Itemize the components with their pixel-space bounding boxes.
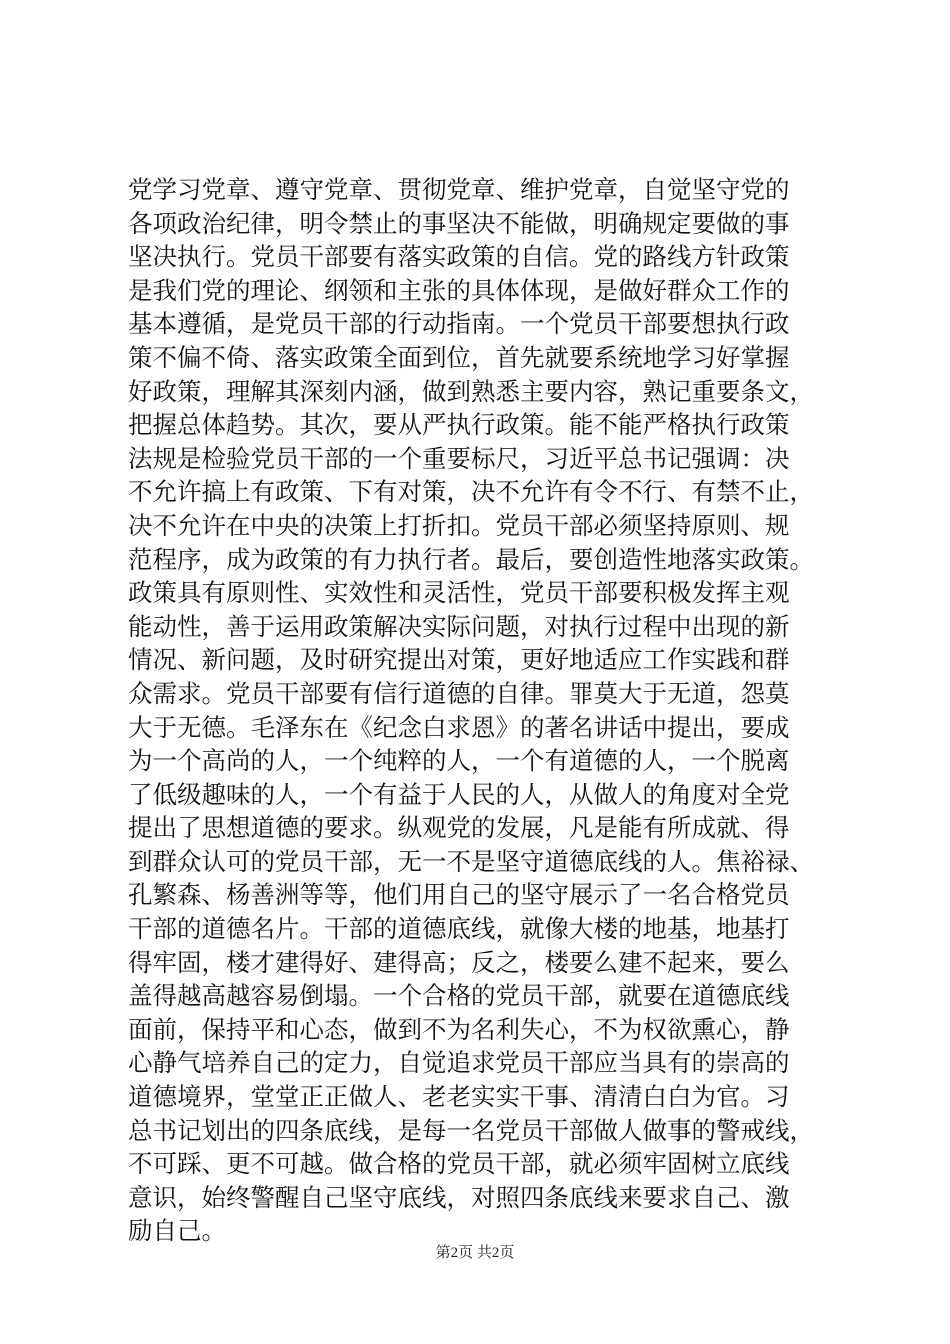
text-line: 励自己。	[128, 1216, 226, 1246]
text-line: 盖得越高越容易倒塌。一个合格的党员干部，就要在道德底线	[128, 981, 790, 1011]
text-line: 为一个高尚的人，一个纯粹的人，一个有道德的人，一个脱离	[128, 746, 790, 776]
text-line: 了低级趣味的人，一个有益于人民的人，从做人的角度对全党	[128, 779, 790, 809]
text-line: 干部的道德名片。干部的道德底线，就像大楼的地基，地基打	[128, 914, 790, 944]
text-line: 基本遵循，是党员干部的行动指南。一个党员干部要想执行政	[128, 309, 790, 339]
text-line: 众需求。党员干部要有信行道德的自律。罪莫大于无道，怨莫	[128, 678, 790, 708]
text-line: 情况、新问题，及时研究提出对策，更好地适应工作实践和群	[128, 645, 790, 675]
text-line: 好政策，理解其深刻内涵，做到熟悉主要内容，熟记重要条文，	[128, 376, 814, 406]
text-line: 各项政治纪律，明令禁止的事坚决不能做，明确规定要做的事	[128, 208, 790, 238]
text-line: 范程序，成为政策的有力执行者。最后，要创造性地落实政策。	[128, 544, 814, 574]
text-line: 提出了思想道德的要求。纵观党的发展，凡是能有所成就、得	[128, 813, 790, 843]
text-line: 法规是检验党员干部的一个重要标尺，习近平总书记强调：决	[128, 443, 790, 473]
text-line: 面前，保持平和心态，做到不为名利失心，不为权欲熏心，静	[128, 1014, 790, 1044]
text-line: 把握总体趋势。其次，要从严执行政策。能不能严格执行政策	[128, 410, 790, 440]
text-line: 总书记划出的四条底线，是每一名党员干部做人做事的警戒线，	[128, 1115, 814, 1145]
text-line: 决不允许在中央的决策上打折扣。党员干部必须坚持原则、规	[128, 510, 790, 540]
page-footer: 第2页 共2页	[435, 1245, 515, 1261]
text-line: 得牢固，楼才建得好、建得高；反之，楼要么建不起来，要么	[128, 947, 790, 977]
text-line: 党学习党章、遵守党章、贯彻党章、维护党章，自觉坚守党的	[128, 175, 790, 204]
text-line: 不允许搞上有政策、下有对策，决不允许有令不行、有禁不止，	[128, 477, 814, 507]
text-line: 是我们党的理论、纲领和主张的具体体现，是做好群众工作的	[128, 275, 790, 305]
text-line: 意识，始终警醒自己坚守底线，对照四条底线来要求自己、激	[128, 1182, 790, 1212]
text-line: 到群众认可的党员干部，无一不是坚守道德底线的人。焦裕禄、	[128, 846, 814, 876]
text-line: 不可踩、更不可越。做合格的党员干部，就必须牢固树立底线	[128, 1149, 790, 1179]
text-line: 能动性，善于运用政策解决实际问题，对执行过程中出现的新	[128, 611, 790, 641]
text-line: 策不偏不倚、落实政策全面到位，首先就要系统地学习好掌握	[128, 342, 790, 372]
body-paragraph	[128, 173, 848, 1248]
text-line: 坚决执行。党员干部要有落实政策的自信。党的路线方针政策	[128, 242, 790, 272]
text-line: 孔繁森、杨善洲等等，他们用自己的坚守展示了一名合格党员	[128, 880, 790, 910]
text-line: 大于无德。毛泽东在《纪念白求恩》的著名讲话中提出，要成	[128, 712, 790, 742]
text-line: 道德境界，堂堂正正做人、老老实实干事、清清白白为官。习	[128, 1082, 790, 1112]
text-line: 政策具有原则性、实效性和灵活性，党员干部要积极发挥主观	[128, 578, 790, 608]
text-line: 心静气培养自己的定力，自觉追求党员干部应当具有的崇高的	[128, 1048, 790, 1078]
